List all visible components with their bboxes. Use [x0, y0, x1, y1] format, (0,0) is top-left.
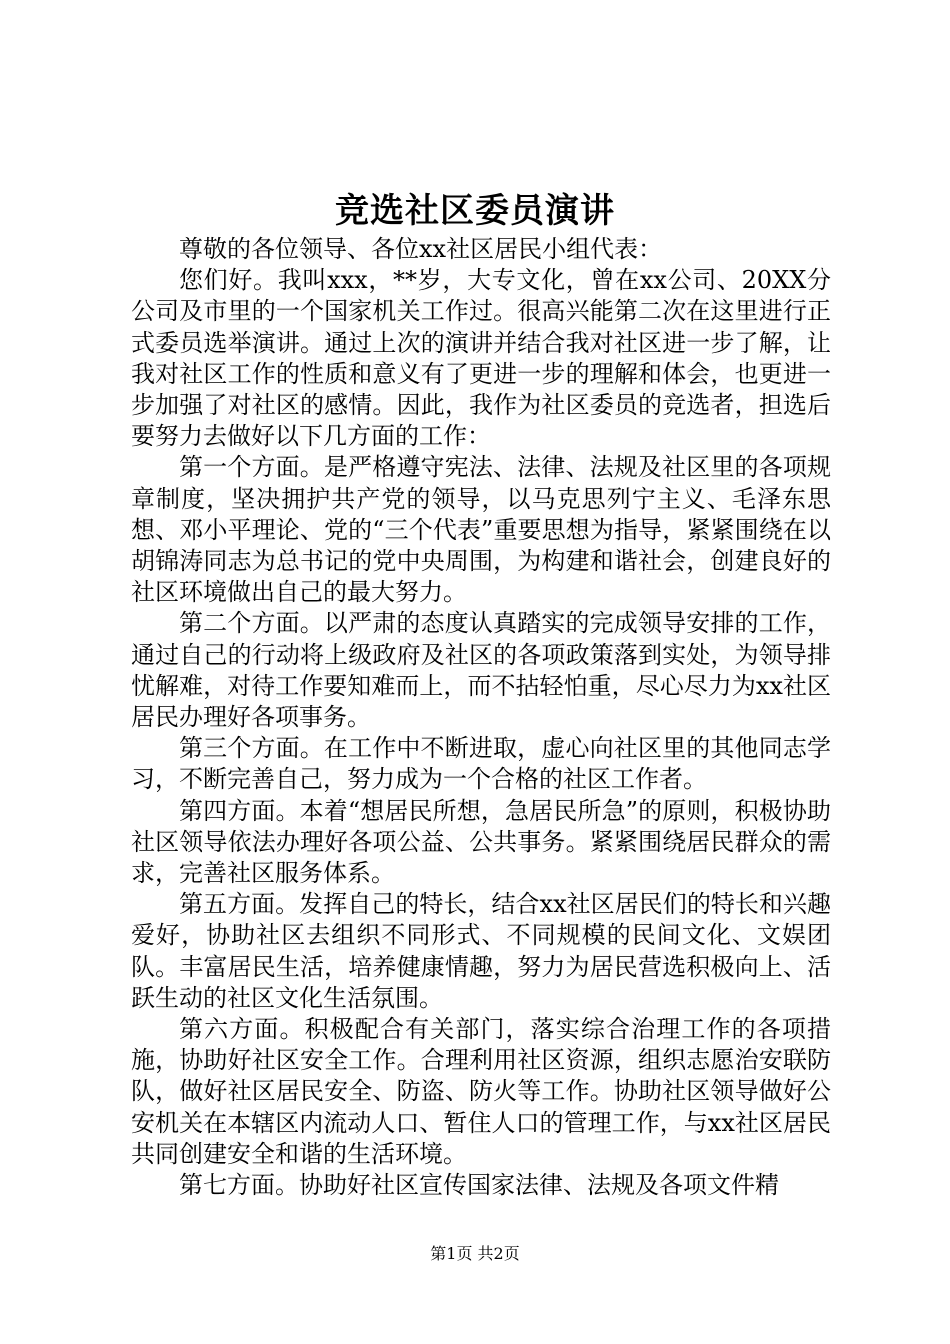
- aspect-seven-paragraph: 第七方面。协助好社区宣传国家法律、法规及各项文件精: [179, 1171, 779, 1200]
- salutation-paragraph: 尊敬的各位领导、各位xx社区居民小组代表：: [179, 235, 663, 263]
- aspect-two-paragraph: 第二个方面。以严肃的态度认真踏实的完成领导安排的工作，通过自己的行动将上级政府及社区的各项政策落到实处，为领导排忧解难，对待工作要知难而上，而不拈轻怕重，尽心尽力为xx社区居民办理好各项事务。: [131, 609, 831, 732]
- aspect-six-paragraph: 第六方面。积极配合有关部门，落实综合治理工作的各项措施，协助好社区安全工作。合理利用社区资源，组织志愿治安联防队，做好社区居民安全、防盗、防火等工作。协助社区领导做好公安机关在本辖区内流动人口、暂住人口的管理工作，与xx社区居民共同创建安全和谐的生活环境。: [131, 1015, 831, 1168]
- document-body: [131, 234, 831, 1201]
- aspect-three-paragraph: 第三个方面。在工作中不断进取，虚心向社区里的其他同志学习，不断完善自己，努力成为一个合格的社区工作者。: [131, 734, 831, 794]
- page-title: 竞选社区委员演讲: [335, 191, 615, 231]
- intro-paragraph: 您们好。我叫xxx，**岁，大专文化，曾在xx公司、20XX分公司及市里的一个国家机关工作过。很高兴能第二次在这里进行正式委员选举演讲。通过上次的演讲并结合我对社区进一步了解，让我对社区工作的性质和意义有了更进一步的理解和体会，也更进一步加强了对社区的感情。因此，我作为社区委员的竞选者，担选后要努力去做好以下几方面的工作：: [131, 266, 831, 451]
- aspect-five-paragraph: 第五方面。发挥自己的特长，结合xx社区居民们的特长和兴趣爱好，协助社区去组织不同形式、不同规模的民间文化、文娱团队。丰富居民生活，培养健康情趣，努力为居民营选积极向上、活跃生动的社区文化生活氛围。: [131, 890, 831, 1012]
- aspect-four-paragraph: 第四方面。本着“想居民所想，急居民所急”的原则，积极协助社区领导依法办理好各项公益、公共事务。紧紧围绕居民群众的需求，完善社区服务体系。: [131, 796, 831, 888]
- aspect-one-paragraph: 第一个方面。是严格遵守宪法、法律、法规及社区里的各项规章制度，坚决拥护共产党的领导，以马克思列宁主义、毛泽东思想、邓小平理论、党的“三个代表”重要思想为指导，紧紧围绕在以胡锦涛同志为总书记的党中央周围，为构建和谐社会，创建良好的社区环境做出自己的最大努力。: [131, 453, 831, 607]
- page-number-footer: 第1页 共2页: [430, 1244, 520, 1263]
